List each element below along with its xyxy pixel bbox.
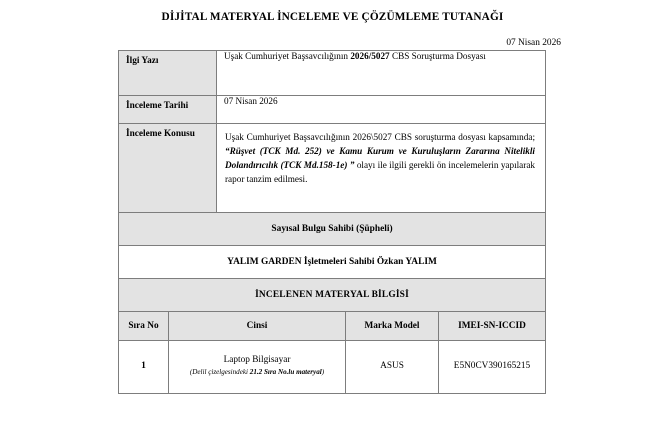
konu-text-part1: Uşak Cumhuriyet Başsavcılığının 2026\5027 CBS soruşturma dosyası kapsamında; [225,132,535,142]
table-row-ilgi-yazi [119,51,546,96]
ilgi-yazi-case-number: 2026/5027 [350,51,390,61]
column-header-sira-no: Sıra No [119,312,169,341]
table-row-inceleme-konusu [119,124,546,213]
value-inceleme-tarihi: 07 Nisan 2026 [217,96,546,124]
column-header-cinsi: Cinsi [169,312,346,341]
ilgi-yazi-suffix: CBS Soruşturma Dosyası [389,51,486,61]
label-inceleme-konusu: İnceleme Konusu [119,124,217,213]
konu-text-part2: olayı ile ilgili gerekli ön incelemelerin yapılarak rapor tanzim edilmesi. [225,159,535,184]
case-info-table [118,50,546,312]
cinsi-sub-suffix: ) [321,367,325,376]
cell-marka-model: ASUS [346,341,439,394]
banner-material-heading: İNCELENEN MATERYAL BİLGİSİ [119,279,546,312]
cinsi-main-value: Laptop Bilgisayar [223,355,291,365]
table-row [119,341,546,394]
report-tables [118,50,545,394]
sira-no-value: 1 [141,360,146,372]
page-title: DİJİTAL MATERYAL İNCELEME VE ÇÖZÜMLEME TUTANAĞI [161,11,504,23]
cell-imei-sn-iccid: E5N0CV390165215 [439,341,546,394]
column-header-marka-model: Marka Model [346,312,439,341]
table-row-inceleme-tarihi [119,96,546,124]
table-row-owner-heading [119,213,546,246]
banner-owner-heading: Sayısal Bulgu Sahibi (Şüpheli) [119,213,546,246]
cinsi-sub-note [172,368,342,377]
cell-cinsi [169,341,346,394]
cinsi-sub-prefix: (Delil çizelgesindeki [189,367,250,376]
konu-legal-citation: “Rüşvet (TCK Md. 252) ve Kamu Kurum ve Kuruluşların Zararına Nitelikli Dolandırıcılık (TCK Md.158-1e) ” [225,145,535,170]
label-inceleme-tarihi: İnceleme Tarihi [119,96,217,124]
column-header-imei-sn-iccid: IMEI-SN-ICCID [439,312,546,341]
cell-sira-no [119,341,169,394]
value-ilgi-yazi [217,51,546,96]
document-date: 07 Nisan 2026 [506,38,561,48]
table-row-material-heading [119,279,546,312]
value-inceleme-konusu [217,124,546,213]
table-row-owner-name [119,246,546,279]
banner-owner-name: YALIM GARDEN İşletmeleri Sahibi Özkan YALIM [119,246,546,279]
cinsi-sub-reference: 21.2 Sıra No.lu materyal [249,367,322,376]
material-table-header-row [119,312,546,341]
label-ilgi-yazi: İlgi Yazı [119,51,217,96]
ilgi-yazi-prefix: Uşak Cumhuriyet Başsavcılığının [224,51,351,61]
material-table [118,311,546,394]
